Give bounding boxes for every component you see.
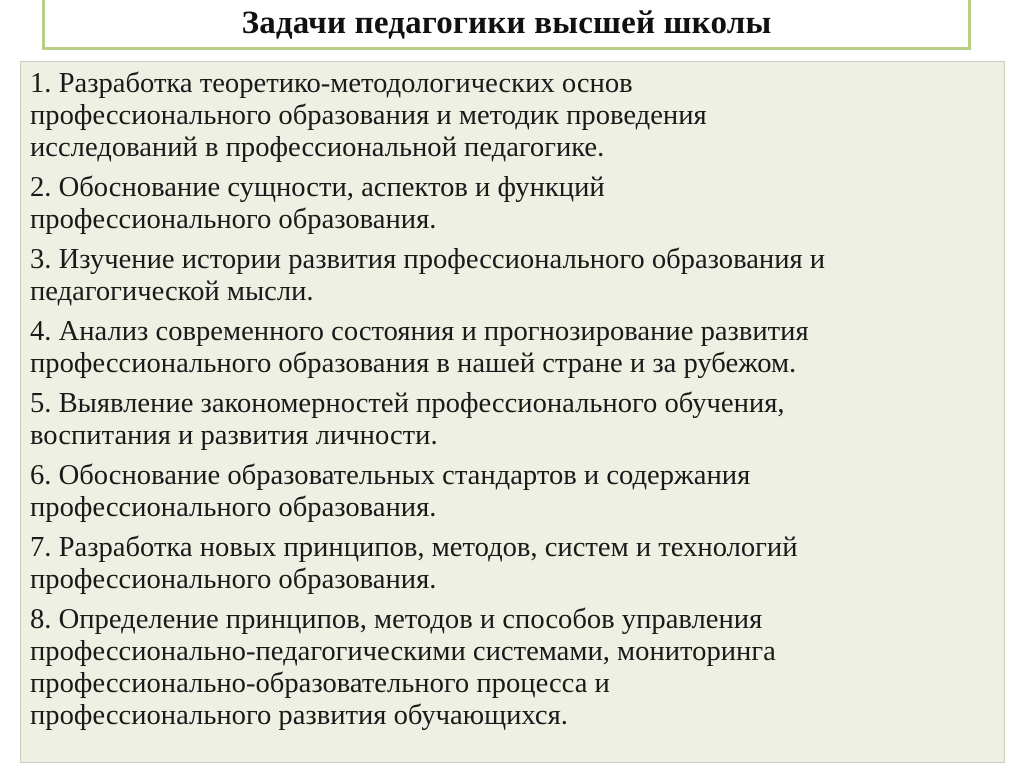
- task-item-3: 3. Изучение истории развития профессионального образования и педагогической мысли.: [30, 244, 826, 307]
- title-box: [42, 0, 971, 50]
- slide-title: Задачи педагогики высшей школы: [241, 5, 772, 41]
- task-item-5: 5. Выявление закономерностей профессионального обучения, воспитания и развития личности.: [30, 388, 785, 451]
- task-item-2: 2. Обоснование сущности, аспектов и функций профессионального образования.: [30, 172, 605, 235]
- task-list: [30, 68, 996, 740]
- task-item-4: 4. Анализ современного состояния и прогнозирование развития профессионального образования в нашей стране и за рубежом.: [30, 316, 809, 379]
- task-item-8: 8. Определение принципов, методов и способов управления профессионально-педагогическими системами, мониторинга профессионально-образовательного процесса и профессионального развития обучающихся.: [30, 604, 776, 731]
- task-item-7: 7. Разработка новых принципов, методов, систем и технологий профессионального образования.: [30, 532, 798, 595]
- content-box: [20, 61, 1005, 763]
- task-item-6: 6. Обоснование образовательных стандартов и содержания профессионального образования.: [30, 460, 751, 523]
- task-item-1: 1. Разработка теоретико-методологических основ профессионального образования и методик проведения исследований в профессиональной педагогике.: [30, 68, 707, 163]
